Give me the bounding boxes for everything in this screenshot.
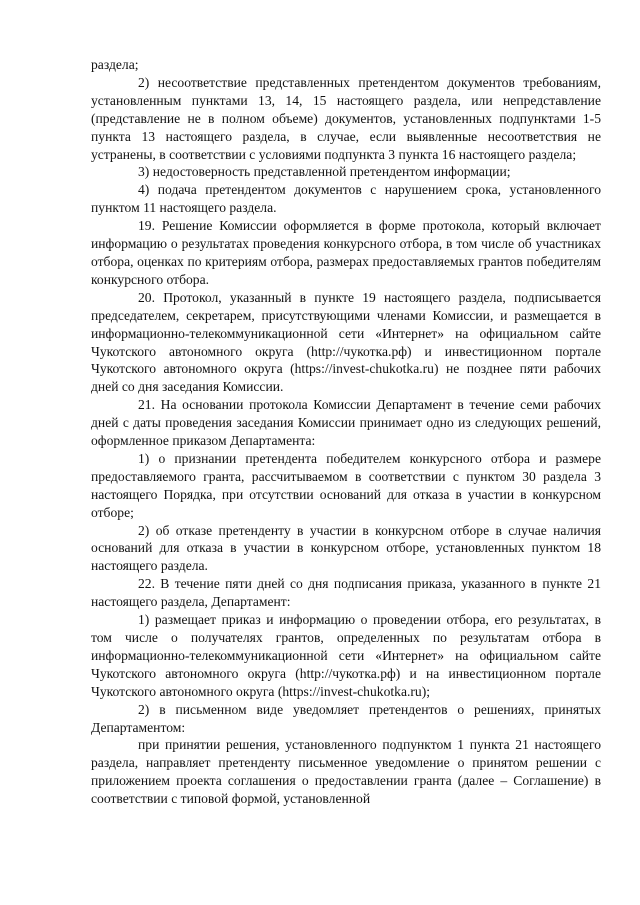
paragraph-razdela-end: раздела; xyxy=(91,57,139,72)
paragraph-item-3-unreliable-info: 3) недостоверность представленной претендентом информации; xyxy=(138,164,511,180)
paragraph-clause-22-item-2: 2) в письменном виде уведомляет претендентов о решениях, принятых Департаментом: xyxy=(91,701,601,735)
paragraph-item-2-nonconformity: 2) несоответствие представленных претендентом документов требованиям, установленным пунктами 13, 14, 15 настоящего раздела, или непредставление (представление не в полном объеме) документов, установленных подпунктами 1-5 пункта 13 настоящего раздела, в случае, если выявленные несоответствия не устранены, в соответствии с условиями подпункта 3 пункта 16 настоящего раздела; xyxy=(91,74,601,162)
paragraph-clause-21-item-2: 2) об отказе претенденту в участии в конкурсном отборе в случае наличия оснований для отказа в участии в конкурсном отборе, установленных пунктом 18 настоящего раздела. xyxy=(91,522,601,574)
paragraph-clause-22: 22. В течение пяти дней со дня подписания приказа, указанного в пункте 21 настоящего раздела, Департамент: xyxy=(91,576,601,610)
paragraph-item-4-late-submission: 4) подача претендентом документов с нарушением срока, установленного пунктом 11 настоящего раздела. xyxy=(91,182,601,216)
paragraph-clause-19: 19. Решение Комиссии оформляется в форме протокола, который включает информацию о результатах проведения конкурсного отбора, в том числе об участниках отбора, оценках по критериям отбора, размерах предоставляемых грантов победителям конкурсного отбора. xyxy=(91,218,601,287)
paragraph-clause-22-item-1: 1) размещает приказ и информацию о проведении отбора, его результатах, в том числе о получателях грантов, определенных по результатам отбора в информационно-телекоммуникационной сети «Интернет» на официальном сайте Чукотского автономного округа (http://чукотка.рф) и на инвестиционном портале Чукотского автономного округа (https://invest-chukotka.ru); xyxy=(91,612,601,699)
paragraph-clause-21-item-1: 1) о признании претендента победителем конкурсного отбора и размере предоставляемого гранта, рассчитываемом в соответствии с пунктом 30 раздела 3 настоящего Порядка, при отсутствии оснований для отказа в участии в конкурсном отборе; xyxy=(91,450,601,520)
paragraph-clause-22-decision: при принятии решения, установленного подпунктом 1 пункта 21 настоящего раздела, направляет претенденту письменное уведомление о принятом решении с приложением проекта соглашения о предоставлении гранта (далее – Соглашение) в соответствии с типовой формой, установленной xyxy=(91,737,601,807)
paragraph-clause-21: 21. На основании протокола Комиссии Департамент в течение семи рабочих дней с даты проведения заседания Комиссии принимает одно из следующих решений, оформленное приказом Департамента: xyxy=(91,397,601,449)
document-page xyxy=(91,56,601,808)
paragraph-clause-20: 20. Протокол, указанный в пункте 19 настоящего раздела, подписывается председателем, секретарем, присутствующими членами Комиссии, и размещается в информационно-телекоммуникационной сети «Интернет» на официальном сайте Чукотского автономного округа (http://чукотка.рф) и инвестиционном портале Чукотского автономного округа (https://invest-chukotka.ru) не позднее пяти рабочих дней со дня заседания Комиссии. xyxy=(91,289,601,395)
